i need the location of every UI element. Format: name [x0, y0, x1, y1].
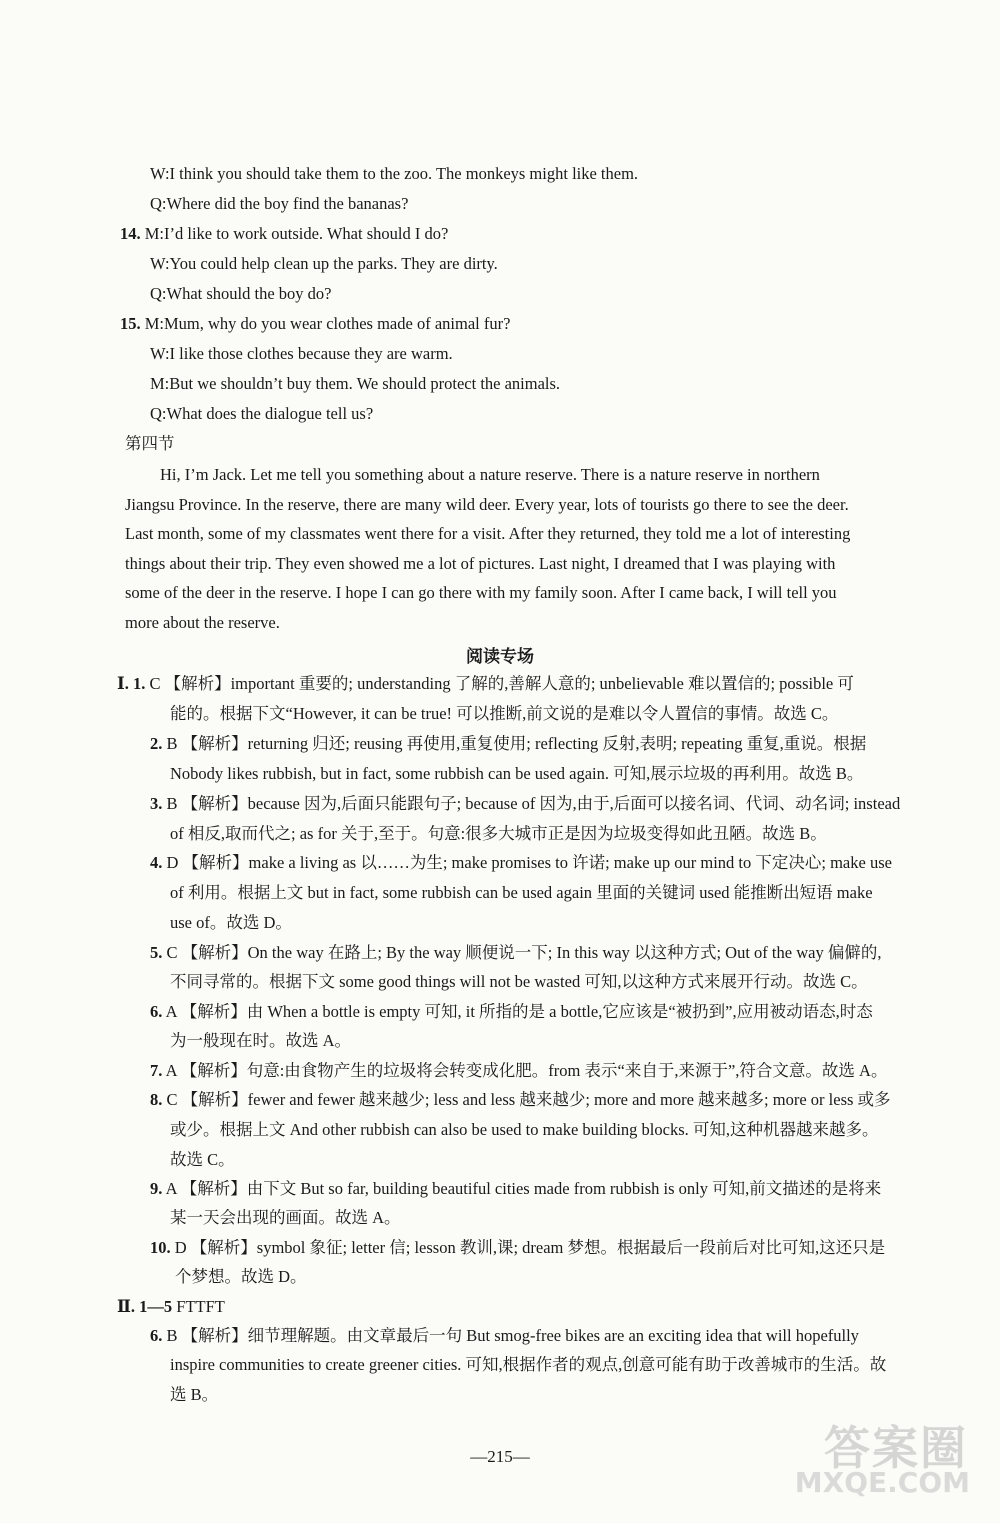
- line-text: 第四节: [125, 434, 175, 453]
- item-number: 9.: [150, 1179, 163, 1198]
- text-line: [125, 582, 837, 604]
- item-number: 5.: [150, 943, 163, 962]
- text-line: [150, 373, 560, 395]
- text-line: [160, 464, 820, 486]
- text-line: [150, 942, 881, 964]
- text-line: [150, 343, 453, 365]
- item-number: 2.: [150, 734, 163, 753]
- line-text: M:I’d like to work outside. What should I do?: [140, 224, 449, 243]
- item-number: 4.: [150, 853, 163, 872]
- line-text: W:I like those clothes because they are warm.: [150, 344, 453, 363]
- text-line: [150, 403, 373, 425]
- line-text: 能的。根据下文“However, it can be true! 可以推断,前文说的是难以令人置信的事情。故选 C。: [170, 704, 839, 723]
- text-line: [125, 433, 175, 455]
- line-text: of 利用。根据上文 but in fact, some rubbish can be used again 里面的关键词 used 能推断出短语 make: [170, 883, 873, 902]
- line-text: Q:What should the boy do?: [150, 284, 332, 303]
- line-text: Nobody likes rubbish, but in fact, some rubbish can be used again. 可知,展示垃圾的再利用。故选 B。: [170, 764, 864, 783]
- line-text: 或少。根据上文 And other rubbish can also be used to make building blocks. 可知,这种机器越来越多。: [170, 1120, 879, 1139]
- text-line: [170, 823, 827, 845]
- text-line: [170, 1354, 886, 1376]
- line-text: 选 B。: [170, 1385, 219, 1404]
- line-text: A 【解析】由下文 But so far, building beautiful cities made from rubbish is only 可知,前文描述的是将来: [162, 1179, 882, 1198]
- line-text: Jiangsu Province. In the reserve, there are many wild deer. Every year, lots of tourists go there to see the deer.: [125, 495, 849, 514]
- line-text: more about the reserve.: [125, 613, 280, 632]
- text-line: [150, 193, 408, 215]
- text-line: [170, 882, 873, 904]
- text-line: [170, 1119, 879, 1141]
- line-text: Hi, I’m Jack. Let me tell you something about a nature reserve. There is a nature reserve in northern: [160, 465, 820, 484]
- text-line: [117, 673, 854, 695]
- line-text: Last month, some of my classmates went there for a visit. After they returned, they told me a lot of interesting: [125, 524, 851, 543]
- line-text: W:You could help clean up the parks. They are dirty.: [150, 254, 498, 273]
- text-line: [170, 1384, 218, 1406]
- text-line: [125, 523, 850, 545]
- text-line: [120, 223, 448, 245]
- line-text: W:I think you should take them to the zoo. The monkeys might like them.: [150, 164, 639, 183]
- line-text: M:But we shouldn’t buy them. We should protect the animals.: [150, 374, 561, 393]
- text-line: [170, 1207, 401, 1229]
- text-line: [150, 283, 331, 305]
- item-number: Ⅱ. 1—5: [117, 1297, 173, 1316]
- text-line: [117, 1296, 225, 1318]
- line-text: D 【解析】make a living as 以……为生; make promises to 许诺; make up our mind to 下定决心; make use: [162, 853, 892, 872]
- line-text: Q:Where did the boy find the bananas?: [150, 194, 409, 213]
- line-text: C 【解析】important 重要的; understanding 了解的,善解人意的; unbelievable 难以置信的; possible 可: [145, 674, 854, 693]
- line-text: A 【解析】由 When a bottle is empty 可知, it 所指的是 a bottle,它应该是“被扔到”,应用被动语态,时态: [162, 1002, 873, 1021]
- line-text: some of the deer in the reserve. I hope I can go there with my family soon. After I came back, I will tell you: [125, 583, 837, 602]
- text-line: [170, 971, 868, 993]
- text-line: [170, 1149, 235, 1171]
- line-text: 某一天会出现的画面。故选 A。: [170, 1208, 401, 1227]
- text-line: [170, 703, 838, 725]
- text-line: [125, 553, 835, 575]
- text-line: [150, 1089, 891, 1111]
- line-text: FTTFT: [172, 1297, 225, 1316]
- item-number: 6.: [150, 1002, 163, 1021]
- text-line: [150, 1237, 885, 1259]
- item-number: 3.: [150, 794, 163, 813]
- text-line: [125, 494, 849, 516]
- line-text: 为一般现在时。故选 A。: [170, 1031, 352, 1050]
- text-line: [170, 763, 863, 785]
- text-line: [150, 1060, 887, 1082]
- text-line: [150, 1001, 873, 1023]
- text-line: [150, 852, 892, 874]
- line-text: B 【解析】returning 归还; reusing 再使用,重复使用; reflecting 反射,表明; repeating 重复,重说。根据: [162, 734, 867, 753]
- line-text: D 【解析】symbol 象征; letter 信; lesson 教训,课; dream 梦想。根据最后一段前后对比可知,这还只是: [170, 1238, 886, 1257]
- line-text: A 【解析】句意:由食物产生的垃圾将会转变成化肥。from 表示“来自于,来源于”,符合文意。故选 A。: [162, 1061, 888, 1080]
- item-number: 8.: [150, 1090, 163, 1109]
- text-line: [120, 313, 510, 335]
- line-text: 故选 C。: [170, 1150, 235, 1169]
- text-line: [150, 1178, 881, 1200]
- item-number: 6.: [150, 1326, 163, 1345]
- section-heading: 阅读专场: [466, 647, 534, 666]
- text-line: [150, 793, 900, 815]
- line-text: things about their trip. They even showed me a lot of pictures. Last night, I dreamed that I was playing with: [125, 554, 836, 573]
- text-line: [125, 612, 280, 634]
- text-line: [150, 253, 498, 275]
- line-text: use of。故选 D。: [170, 913, 292, 932]
- line-text: B 【解析】because 因为,后面只能跟句子; because of 因为,由于,后面可以接名词、代词、动名词; instead: [162, 794, 901, 813]
- text-line: [150, 733, 866, 755]
- text-line: [175, 1266, 307, 1288]
- watermark-logo: [794, 1410, 978, 1505]
- line-text: inspire communities to create greener cities. 可知,根据作者的观点,创意可能有助于改善城市的生活。故: [170, 1355, 887, 1374]
- watermark-url: MXQE.COM: [794, 1466, 970, 1499]
- watermark-title: 答案圈: [824, 1421, 968, 1475]
- line-text: B 【解析】细节理解题。由文章最后一句 But smog-free bikes are an exciting idea that will hopefully: [162, 1326, 859, 1345]
- line-text: C 【解析】On the way 在路上; By the way 顺便说一下; In this way 以这种方式; Out of the way 偏僻的,: [162, 943, 882, 962]
- item-number: 14.: [120, 224, 141, 243]
- item-number: 7.: [150, 1061, 163, 1080]
- line-text: 个梦想。故选 D。: [175, 1267, 307, 1286]
- line-text: of 相反,取而代之; as for 关于,至于。句意:很多大城市正是因为垃圾变得如此丑陋。故选 B。: [170, 824, 827, 843]
- line-text: M:Mum, why do you wear clothes made of animal fur?: [140, 314, 511, 333]
- text-line: [150, 163, 638, 185]
- item-number: Ⅰ. 1.: [117, 674, 146, 693]
- page-number: —215—: [470, 1447, 530, 1466]
- line-text: C 【解析】fewer and fewer 越来越少; less and less 越来越少; more and more 越来越多; more or less 或多: [162, 1090, 891, 1109]
- text-line: [170, 912, 292, 934]
- text-line: [170, 1030, 351, 1052]
- item-number: 10.: [150, 1238, 171, 1257]
- line-text: 不同寻常的。根据下文 some good things will not be wasted 可知,以这种方式来展开行动。故选 C。: [170, 972, 868, 991]
- line-text: Q:What does the dialogue tell us?: [150, 404, 374, 423]
- item-number: 15.: [120, 314, 141, 333]
- text-line: [150, 1325, 859, 1347]
